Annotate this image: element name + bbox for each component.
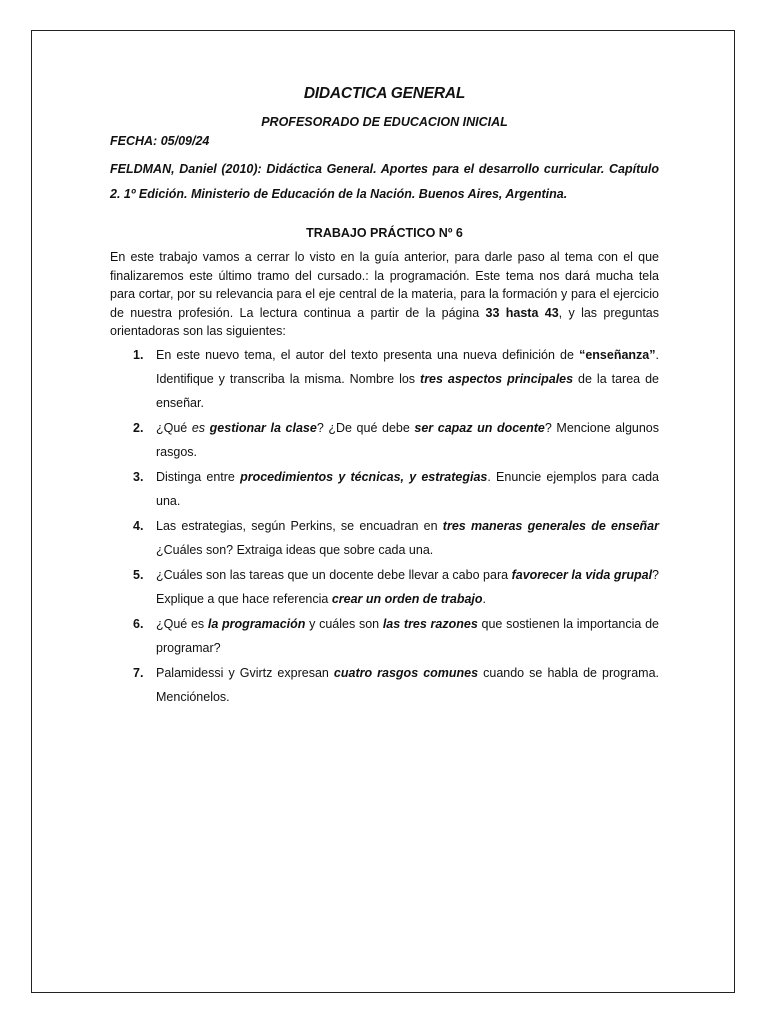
question-highlight: tres aspectos principales bbox=[420, 371, 574, 386]
practical-work-title: TRABAJO PRÁCTICO Nº 6 bbox=[306, 226, 463, 240]
document-page bbox=[31, 30, 735, 993]
question-text-part: Palamidessi y Gvirtz expresan bbox=[156, 665, 334, 680]
question-text-part: ? Mencione algunos rasgos. bbox=[156, 420, 660, 459]
question-6 bbox=[110, 612, 659, 660]
question-text-part: ¿Qué bbox=[156, 420, 192, 435]
question-text-part: y cuáles son bbox=[305, 616, 383, 631]
question-highlight: crear un orden de trabajo bbox=[331, 591, 483, 606]
question-highlight: favorecer la vida grupal bbox=[511, 567, 653, 582]
question-number: 4. bbox=[133, 518, 144, 533]
question-number: 6. bbox=[133, 616, 144, 631]
question-4 bbox=[110, 514, 659, 562]
question-number: 5. bbox=[133, 567, 144, 582]
question-text bbox=[156, 343, 659, 415]
intro-text-end: , y las preguntas orientadoras son las siguientes: bbox=[110, 305, 659, 338]
question-text-part: Las estrategias, según Perkins, se encuadran en bbox=[156, 518, 443, 533]
question-text bbox=[156, 612, 659, 660]
bibliographic-reference: FELDMAN, Daniel (2010): Didáctica General. Aportes para el desarrollo curricular. Capítulo 2. 1º Edición. Ministerio de Educación de la Nación. Buenos Aires, Argentina. bbox=[110, 162, 659, 201]
question-text bbox=[156, 514, 659, 562]
question-text-part: que sostienen la importancia de programar? bbox=[156, 616, 659, 655]
question-text-part: En este nuevo tema, el autor del texto presenta una nueva definición de bbox=[156, 347, 580, 362]
questions-list bbox=[110, 343, 659, 709]
document-subtitle: PROFESORADO DE EDUCACION INICIAL bbox=[261, 115, 508, 129]
question-1 bbox=[110, 343, 659, 415]
intro-page-range: 33 hasta 43 bbox=[485, 305, 559, 320]
question-number: 7. bbox=[133, 665, 144, 680]
question-5 bbox=[110, 563, 659, 611]
question-text bbox=[156, 563, 659, 611]
question-text bbox=[156, 416, 659, 464]
question-number: 2. bbox=[133, 420, 144, 435]
question-7 bbox=[110, 661, 659, 709]
question-number: 1. bbox=[133, 347, 144, 362]
intro-paragraph bbox=[110, 248, 659, 341]
question-text-part: . Enuncie ejemplos para cada una. bbox=[156, 469, 659, 508]
question-text bbox=[156, 465, 659, 513]
question-highlight: la programación bbox=[207, 616, 306, 631]
question-text-part: . bbox=[482, 591, 487, 606]
question-highlight: “enseñanza” bbox=[579, 347, 656, 362]
question-text-part: . Identifique y transcriba la misma. Nombre los bbox=[156, 347, 659, 386]
document-date: FECHA: 05/09/24 bbox=[110, 134, 210, 148]
question-text bbox=[156, 661, 659, 709]
question-highlight: tres maneras generales de enseñar bbox=[442, 518, 659, 533]
question-3 bbox=[110, 465, 659, 513]
document-content bbox=[110, 85, 659, 710]
question-highlight: cuatro rasgos comunes bbox=[333, 665, 479, 680]
question-italic: es bbox=[191, 420, 206, 435]
question-number: 3. bbox=[133, 469, 144, 484]
question-highlight: gestionar la clase bbox=[209, 420, 317, 435]
question-text-part: cuando se habla de programa. Menciónelos. bbox=[156, 665, 659, 704]
question-text-part: ¿Cuáles son las tareas que un docente debe llevar a cabo para bbox=[156, 567, 512, 582]
intro-text-start: En este trabajo vamos a cerrar lo visto en la guía anterior, para darle paso al tema con el que finalizaremos este último tramo del cursado.: la programación. Este tema nos dará mucha tela para cortar, por su relevancia para el eje central de la materia, para la formación y para el ejercicio de nuestra profesión. La lectura continua a partir de la página bbox=[110, 250, 659, 320]
question-text-part: Distinga entre bbox=[156, 469, 241, 484]
question-highlight: procedimientos y técnicas, y estrategias bbox=[240, 469, 488, 484]
question-text-part: ¿Cuáles son? Extraiga ideas que sobre cada una. bbox=[156, 542, 434, 557]
question-2 bbox=[110, 416, 659, 464]
question-text-part: ? Explique a que hace referencia bbox=[156, 567, 659, 606]
question-highlight: las tres razones bbox=[382, 616, 478, 631]
question-text-part: ¿Qué es bbox=[156, 616, 208, 631]
question-text-part: ? ¿De qué debe bbox=[316, 420, 415, 435]
question-highlight: ser capaz un docente bbox=[414, 420, 545, 435]
document-title: DIDACTICA GENERAL bbox=[303, 85, 466, 102]
question-text-part: de la tarea de enseñar. bbox=[156, 371, 659, 410]
